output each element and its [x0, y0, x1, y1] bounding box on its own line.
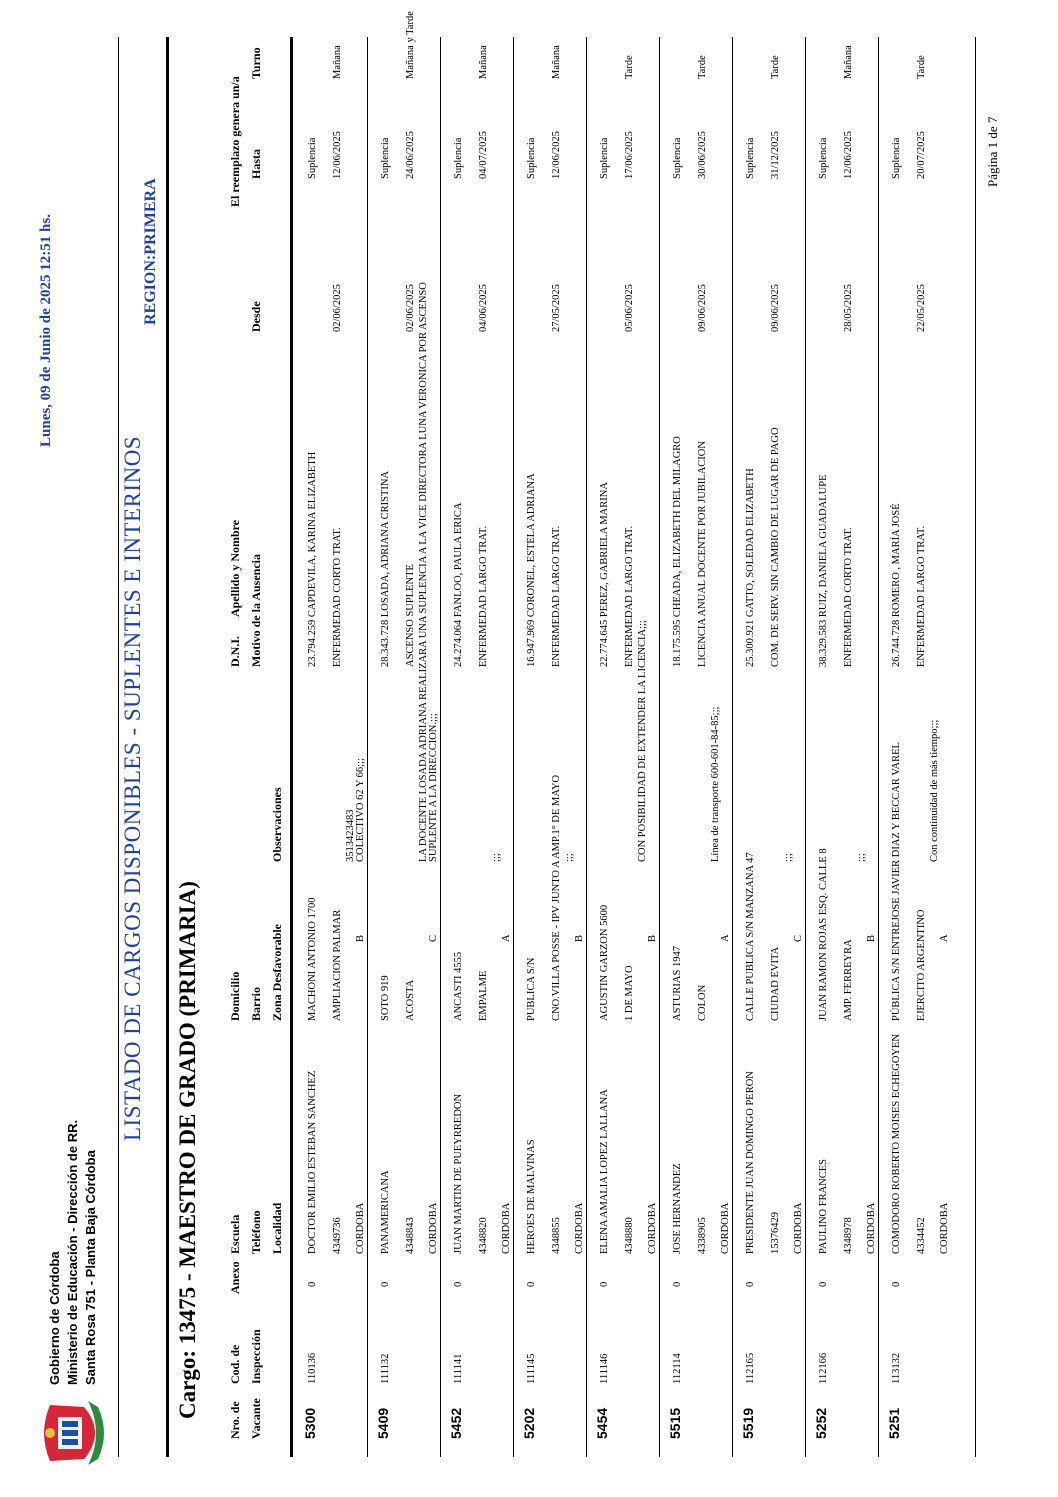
table-row: [734, 0, 807, 1497]
zona-desfavorable: A: [939, 934, 950, 942]
motivo-ausencia: COM. DE SERV. SIN CAMBIO DE LUGAR DE PAGO: [770, 427, 781, 667]
barrio: ACOSTA: [405, 979, 416, 1021]
barrio: 1 DE MAYO: [624, 965, 635, 1021]
turno: Mañana y Tarde: [405, 11, 416, 79]
vacante-number: 5300: [302, 1407, 318, 1439]
row-separator: [440, 37, 441, 1457]
escuela-telefono: 4348820: [478, 1217, 489, 1254]
anexo: 0: [891, 1281, 902, 1287]
reemplazo-tipo: Suplencia: [307, 137, 318, 179]
fecha-desde: 02/06/2025: [405, 284, 416, 332]
reemplazo-tipo: Suplencia: [599, 137, 610, 179]
observaciones: ;;;: [783, 853, 794, 862]
vacante-number: 5452: [448, 1407, 464, 1439]
reemplazo-tipo: Suplencia: [672, 137, 683, 179]
escuela-name: COMODORO ROBERTO MOISES ECHEGOYEN: [891, 1034, 902, 1254]
cargo-title: Cargo: 13475 - MAESTRO DE GRADO (PRIMARIA): [175, 881, 200, 1419]
escuela-localidad: CORDOBA: [939, 1202, 950, 1254]
col-motivo: Motivo de la Ausencia: [249, 554, 263, 667]
cod-inspeccion: 111145: [526, 1353, 537, 1384]
dni-apellido-nombre: 26.744.728 ROMERO , MARÍA JOSÉ: [891, 503, 902, 667]
escuela-telefono: 4348855: [551, 1217, 562, 1254]
row-separator: [805, 37, 806, 1457]
row-separator: [878, 37, 879, 1457]
zona-desfavorable: A: [720, 934, 731, 942]
table-row: [515, 0, 588, 1497]
escuela-name: JOSE HERNANDEZ: [672, 1163, 683, 1254]
observaciones: ;;;: [491, 853, 502, 862]
dni-apellido-nombre: 23.794.259 CAPDEVILA, KARINA ELIZABETH: [307, 451, 318, 667]
zona-desfavorable: B: [355, 934, 366, 942]
col-escuela: Escuela Teléfono Localidad: [228, 1202, 284, 1254]
ministry-name: Ministerio de Educación - Dirección de RR.: [65, 1119, 80, 1385]
zona-desfavorable: C: [793, 934, 804, 942]
fecha-hasta: 12/06/2025: [332, 131, 343, 179]
domicilio: AGUSTIN GARZON 5600: [599, 904, 610, 1021]
vacante-number: 5454: [594, 1407, 610, 1439]
barrio: CIUDAD EVITA: [770, 946, 781, 1021]
fecha-desde: 28/05/2025: [843, 284, 854, 332]
cod-inspeccion: 113132: [891, 1352, 902, 1384]
escuela-localidad: CORDOBA: [866, 1202, 877, 1254]
dni-apellido-nombre: 18.175.595 CHEADA, ELIZABETH DEL MILAGRO: [672, 436, 683, 667]
observaciones: ;;;: [856, 853, 867, 862]
reemplazo-tipo: Suplencia: [526, 137, 537, 179]
turno: Mañana: [551, 45, 562, 79]
fecha-desde: 02/06/2025: [332, 284, 343, 332]
table-row: [296, 0, 369, 1497]
escuela-localidad: CORDOBA: [501, 1202, 512, 1254]
motivo-ausencia: ENFERMEDAD LARGO TRAT.: [624, 525, 635, 667]
reemplazo-tipo: Suplencia: [453, 137, 464, 179]
domicilio: ASTURIAS 1947: [672, 946, 683, 1021]
observaciones: ;;;: [564, 853, 575, 862]
fecha-hasta: 20/07/2025: [916, 131, 927, 179]
col-dni: D.N.I.: [228, 635, 242, 667]
turno: Tarde: [624, 55, 635, 79]
table-row: [442, 0, 515, 1497]
cordoba-coat-of-arms-logo: [40, 1399, 104, 1467]
fecha-desde: 09/06/2025: [697, 284, 708, 332]
escuela-telefono: 4338905: [697, 1217, 708, 1254]
table-bottom-rule: [975, 37, 976, 1457]
fecha-desde: 05/06/2025: [624, 284, 635, 332]
motivo-ausencia: ENFERMEDAD CORTO TRAT.: [332, 527, 343, 667]
escuela-telefono: 15376429: [770, 1212, 781, 1254]
turno: Tarde: [770, 55, 781, 79]
dni-apellido-nombre: 25.300.921 GATTO, SOLEDAD ELIZABETH: [745, 468, 756, 667]
zona-desfavorable: A: [501, 934, 512, 942]
anexo: 0: [672, 1281, 683, 1287]
dni-apellido-nombre: 28.343.728 LOSADA, ADRIANA CRISTINA: [380, 470, 391, 667]
fecha-hasta: 17/06/2025: [624, 131, 635, 179]
domicilio: MACHONI ANTONIO 1700: [307, 897, 318, 1021]
observaciones-cont: COLECTIVO 62 Y 66;;;: [355, 758, 366, 862]
dni-apellido-nombre: 16.947.969 CORONEL, ESTELA ADRIANA: [526, 473, 537, 667]
zona-desfavorable: C: [428, 934, 439, 942]
fecha-desde: 09/06/2025: [770, 284, 781, 332]
barrio: AMP. FERREYRA: [843, 939, 854, 1021]
cargo-rule: [166, 37, 169, 1457]
barrio: EMPALME: [478, 970, 489, 1021]
page-number: Página 1 de 7: [985, 116, 1000, 187]
escuela-telefono: 4348978: [843, 1217, 854, 1254]
barrio: EJERCITO ARGENTINO: [916, 909, 927, 1021]
escuela-name: JUAN MARTIN DE PUEYRREDON: [453, 1093, 464, 1254]
org-name: Gobierno de Córdoba: [47, 1251, 62, 1385]
row-separator: [659, 37, 660, 1457]
table-row: [588, 0, 661, 1497]
observaciones: CON POSIBILIDAD DE EXTENDER LA LICENCIA;;;: [637, 620, 648, 862]
anexo: 0: [818, 1281, 829, 1287]
observaciones-cont: SUPLENTE A LA DIRECCION.;;;: [428, 713, 439, 862]
col-observaciones: Observaciones: [270, 787, 284, 862]
vacante-number: 5251: [886, 1407, 902, 1439]
reemplazo-tipo: Suplencia: [891, 137, 902, 179]
reemplazo-tipo: Suplencia: [380, 137, 391, 179]
anexo: 0: [453, 1281, 464, 1287]
vacante-number: 5519: [740, 1407, 756, 1439]
turno: Mañana: [478, 45, 489, 79]
vacante-number: 5409: [375, 1407, 391, 1439]
zona-desfavorable: B: [647, 934, 658, 942]
row-separator: [732, 37, 733, 1457]
motivo-ausencia: ENFERMEDAD LARGO TRAT.: [551, 525, 562, 667]
page-title: LISTADO DE CARGOS DISPONIBLES - SUPLENTES E INTERINOS: [120, 435, 145, 1141]
domicilio: SOTO 919: [380, 975, 391, 1021]
fecha-hasta: 12/06/2025: [843, 131, 854, 179]
cod-inspeccion: 111141: [453, 1353, 464, 1384]
escuela-localidad: CORDOBA: [647, 1202, 658, 1254]
cod-inspeccion: 112114: [672, 1353, 683, 1384]
row-separator: [513, 37, 514, 1457]
zona-desfavorable: B: [866, 934, 877, 942]
fecha-desde: 27/05/2025: [551, 284, 562, 332]
cod-inspeccion: 111146: [599, 1353, 610, 1384]
observaciones: Con continuidad de más tiempo;;;: [929, 719, 940, 862]
fecha-desde: 22/05/2025: [916, 284, 927, 332]
cod-inspeccion: 112166: [818, 1352, 829, 1384]
cod-inspeccion: 111132: [380, 1353, 391, 1384]
dni-apellido-nombre: 24.274.064 FANLOO, PAULA ERICA: [453, 502, 464, 667]
domicilio: PÚBLICA S/N ENTREJOSE JAVIER DIAZ Y BECCAR VAREL: [891, 742, 902, 1021]
observaciones: 3513423483: [345, 809, 356, 862]
fecha-hasta: 24/06/2025: [405, 131, 416, 179]
report-date: Lunes, 09 de Junio de 2025 12:51 hs.: [38, 214, 54, 447]
fecha-hasta: 04/07/2025: [478, 131, 489, 179]
anexo: 0: [380, 1281, 391, 1287]
escuela-name: PAULINO FRANCES: [818, 1158, 829, 1254]
escuela-telefono: 4348843: [405, 1217, 416, 1254]
escuela-localidad: CORDOBA: [428, 1202, 439, 1254]
fecha-hasta: 30/06/2025: [697, 131, 708, 179]
motivo-ausencia: ENFERMEDAD LARGO TRAT.: [916, 525, 927, 667]
observaciones: LA DOCENTE LOSADA ADRIANA REALIZARA UNA SUPLENCIA A LA VICE DIRECTORA LUNA VERONICA POR ASCENSO: [418, 282, 429, 862]
dni-apellido-nombre: 38.329.583 RUIZ, DANIELA GUADALUPE: [818, 474, 829, 667]
col-apellido-nombre: Apellido y Nombre: [228, 519, 242, 617]
escuela-localidad: CORDOBA: [574, 1202, 585, 1254]
region-label: REGION:PRIMERA: [142, 178, 159, 325]
zona-desfavorable: B: [574, 934, 585, 942]
domicilio: ANCASTI 4555: [453, 951, 464, 1021]
fecha-hasta: 31/12/2025: [770, 131, 781, 179]
row-separator: [586, 37, 587, 1457]
fecha-hasta: 12/06/2025: [551, 131, 562, 179]
vacante-number: 5252: [813, 1407, 829, 1439]
col-reemplazo: El reemplazo genera un/a: [228, 76, 242, 207]
escuela-telefono: 4349736: [332, 1217, 343, 1254]
barrio: AMPLIACION PALMAR: [332, 909, 343, 1021]
table-row: [369, 0, 442, 1497]
anexo: 0: [526, 1281, 537, 1287]
table-row: [880, 0, 953, 1497]
turno: Tarde: [916, 55, 927, 79]
motivo-ausencia: LICENCIA ANUAL DOCENTE POR JUBILACION: [697, 441, 708, 667]
fecha-desde: 04/06/2025: [478, 284, 489, 332]
escuela-localidad: CORDOBA: [355, 1202, 366, 1254]
col-domicilio: Domicilio Barrio Zona Desfavorable: [228, 924, 284, 1021]
motivo-ausencia: ENFERMEDAD LARGO TRAT.: [478, 525, 489, 667]
col-cod-inspeccion: Cod. de Inspección: [228, 1329, 263, 1384]
barrio: COLON: [697, 984, 708, 1021]
motivo-ausencia: ASCENSO SUPLENTE: [405, 564, 416, 667]
reemplazo-tipo: Suplencia: [745, 137, 756, 179]
turno: Mañana: [332, 45, 343, 79]
escuela-name: PANAMERICANA: [380, 1170, 391, 1254]
header-bottom-rule: [290, 37, 293, 1457]
org-address: Santa Rosa 751 - Planta Baja Córdoba: [83, 1150, 98, 1385]
escuela-telefono: 4334452: [916, 1217, 927, 1254]
escuela-name: HEROES DE MALVINAS: [526, 1139, 537, 1254]
col-hasta: Hasta: [249, 149, 263, 179]
turno: Tarde: [697, 55, 708, 79]
vacante-number: 5515: [667, 1407, 683, 1439]
col-turno: Turno: [249, 47, 263, 79]
col-nro-vacante: Nro. de Vacante: [228, 1398, 263, 1439]
cod-inspeccion: 112165: [745, 1352, 756, 1384]
escuela-name: PRESIDENTE JUAN DOMINGO PERON: [745, 1071, 756, 1254]
col-desde: Desde: [249, 301, 263, 332]
col-anexo: Anexo: [228, 1261, 242, 1294]
observaciones: Línea de transporte 600-601-84-85;;;: [710, 706, 721, 862]
header-rule: [118, 37, 119, 1457]
motivo-ausencia: ENFERMEDAD CORTO TRAT.: [843, 527, 854, 667]
escuela-telefono: 4348880: [624, 1217, 635, 1254]
table-row: [661, 0, 734, 1497]
escuela-name: DOCTOR EMILIO ESTEBAN SANCHEZ: [307, 1070, 318, 1254]
reemplazo-tipo: Suplencia: [818, 137, 829, 179]
cod-inspeccion: 110136: [307, 1352, 318, 1384]
turno: Mañana: [843, 45, 854, 79]
vacante-number: 5202: [521, 1407, 537, 1439]
escuela-name: ELENA AMALIA LOPEZ LALLANA: [599, 1089, 610, 1254]
escuela-localidad: CORDOBA: [720, 1202, 731, 1254]
anexo: 0: [745, 1281, 756, 1287]
anexo: 0: [599, 1281, 610, 1287]
domicilio: CALLE PUBLICA S/N MANZANA 47: [745, 852, 756, 1021]
row-separator: [367, 37, 368, 1457]
barrio: CNO.VILLA POSSE - IPV JUNTO A AMP.1° DE MAYO: [551, 774, 562, 1021]
dni-apellido-nombre: 22.774.645 PEREZ, GABRIELA MARINA: [599, 482, 610, 667]
table-row: [807, 0, 880, 1497]
domicilio: PUBLICA S/N: [526, 957, 537, 1021]
anexo: 0: [307, 1281, 318, 1287]
escuela-localidad: CORDOBA: [793, 1202, 804, 1254]
domicilio: JUAN RAMON ROJAS ESQ. CALLE 8: [818, 848, 829, 1021]
